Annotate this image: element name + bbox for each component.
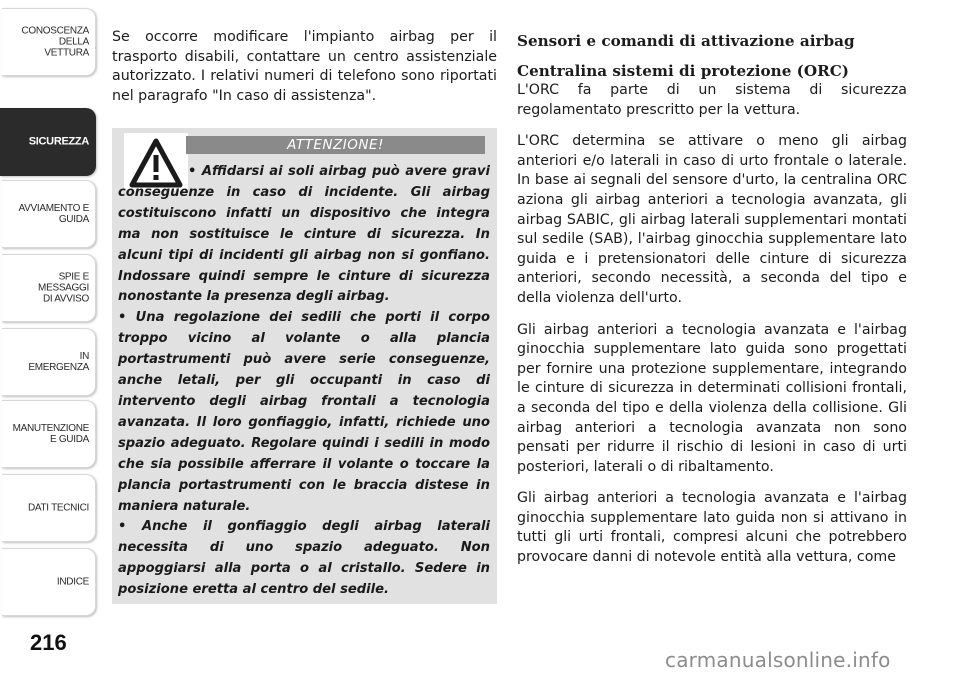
section-heading: Sensori e comandi di attivazione airbag (517, 32, 855, 50)
intro-paragraph: Se occorre modificare l'impianto airbag per il trasporto disabili, contattare un centro assistenziale autorizzato. I relativi numeri di telefono sono riportati nel paragrafo "In caso di assistenza". (112, 29, 497, 104)
tab-sicurezza[interactable] (0, 108, 96, 176)
right-column (517, 28, 907, 580)
warning-bullet: • Affidarsi ai soli airbag può avere gravi conseguenze in caso di incidente. Gli airbag costituiscono infatti un dispositivo che integra ma non sostituisce le cinture di sicurezza. In alcuni tipi di incidenti gli airbag non si gonfiano. Indossare quindi sempre le cinture di sicurezza nonostante la presenza degli airbag. (118, 164, 490, 305)
warning-bullet: • Anche il gonfiaggio degli airbag laterali necessita di uno spazio adeguato. Non appoggiarsi alla porta o al cristallo. Sedere in posizione eretta al centro del sedile. (118, 519, 490, 598)
watermark: carmanualsonline.info (665, 648, 891, 672)
body-paragraph: L'ORC determina se attivare o meno gli airbag anteriori e/o laterali in caso di urto frontale o laterale. In base ai segnali del sensore d'urto, la centralina ORC aziona gli airbag anteriori a tecnologia avanzata, gli airbag SABIC, gli airbag laterali supplementari montati sul sedile (SAB), l'airbag ginocchia supplementare lato guida e i pretensionatori delle cinture di sicurezza anteriori, secondo necessità, a seconda del tipo e della violenza dell'urto. (517, 133, 907, 306)
tab-manutenzione[interactable] (2, 400, 96, 468)
warning-text (118, 162, 490, 601)
tab-conoscenza-della-vettura[interactable] (2, 8, 96, 76)
tab-label: MANUTENZIONE E GUIDA (12, 423, 89, 445)
warning-box (112, 128, 497, 604)
tab-dati-tecnici[interactable] (2, 474, 96, 542)
tab-indice[interactable] (2, 548, 96, 616)
left-column (112, 28, 497, 118)
tab-label: INDICE (56, 576, 89, 588)
tab-label: SICUREZZA (28, 135, 89, 148)
body-paragraph: L'ORC fa parte di un sistema di sicurezza regolamentato prescritto per la vettura. (517, 82, 907, 118)
tab-label: SPIE E MESSAGGI DI AVVISO (38, 271, 89, 305)
warning-title: ATTENZIONE! (186, 136, 485, 154)
tab-spie-e-messaggi[interactable] (2, 254, 96, 322)
tab-label: AVVIAMENTO E GUIDA (18, 203, 89, 225)
tab-in-emergenza[interactable] (2, 328, 96, 396)
body-paragraph: Gli airbag anteriori a tecnologia avanzata e l'airbag ginocchia supplementare lato guida non si attivano in tutti gli urti frontali, compresi alcuni che potrebbero provocare danni di notevole entità alla vettura, come (517, 490, 907, 566)
section-subheading: Centralina sistemi di protezione (ORC) (517, 62, 849, 80)
tab-label: DATI TECNICI (27, 502, 89, 514)
tab-label: IN EMERGENZA (28, 351, 89, 373)
tab-avviamento-e-guida[interactable] (2, 180, 96, 248)
body-paragraph: Gli airbag anteriori a tecnologia avanzata e l'airbag ginocchia supplementare lato guida sono progettati per fornire una protezione supplementare, integrando le cinture di sicurezza in determinati collisioni frontali, a seconda del tipo e della violenza della collisione. Gli airbag anteriori a tecnologia avanzata non sono pensati per ridurre il rischio di lesioni in caso di urti posteriori, laterali o di ribaltamento. (517, 321, 907, 475)
chapter-tabs (0, 0, 100, 620)
warning-bullet: • Una regolazione dei sedili che porti il corpo troppo vicino al volante o alla plancia portastrumenti può avere serie conseguenze, anche letali, per gli occupanti in caso di intervento degli airbag frontali a tecnologia avanzata. Il loro gonfiaggio, infatti, richiede uno spazio adeguato. Regolare quindi i sedili in modo che sia possibile afferrare il volante o toccare la plancia portastrumenti con le braccia distese in maniera naturale. (118, 310, 490, 514)
tab-label: CONOSCENZA DELLA VETTURA (21, 25, 89, 59)
page-number: 216 (30, 630, 67, 655)
